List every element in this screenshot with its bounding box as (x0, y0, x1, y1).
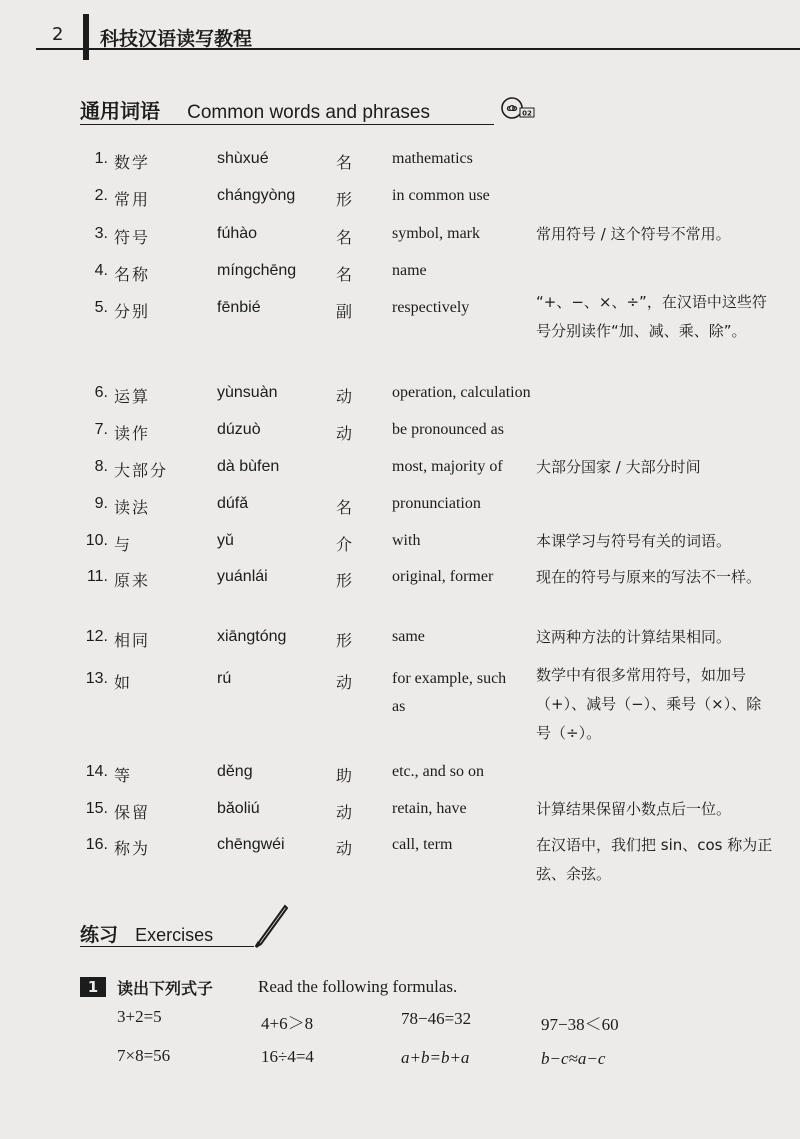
vocab-word: 原来 (114, 571, 151, 590)
vocab-meaning: respectively (392, 299, 470, 316)
vocab-pinyin: chēngwéi (217, 836, 285, 853)
vocab-part-of-speech: 动 (336, 387, 353, 406)
vocab-example: 这两种方法的计算结果相同。 (536, 628, 732, 646)
vocab-word: 名称 (114, 265, 151, 284)
question-number-badge: 1 (80, 977, 106, 997)
vocab-word: 相同 (114, 631, 151, 650)
exercises-title-en: Exercises (135, 925, 214, 945)
vocab-number: 8. (94, 458, 108, 475)
vocab-pinyin: rú (217, 670, 232, 687)
vocab-word: 等 (114, 766, 133, 785)
vocab-pinyin: bǎoliú (217, 800, 260, 817)
vocab-pinyin: fúhào (217, 225, 258, 242)
vocab-example: 本课学习与符号有关的词语。 (536, 532, 732, 550)
header-divider-bar (83, 14, 89, 60)
vocab-example: “+、−、×、÷”，在汉语中这些符号分别读作“加、减、乘、除”。 (536, 293, 767, 340)
section-title-cn: 通用词语 (80, 99, 160, 123)
vocab-number: 12. (85, 628, 108, 645)
vocab-part-of-speech: 形 (336, 190, 353, 209)
vocab-example: 计算结果保留小数点后一位。 (536, 800, 732, 818)
vocab-pinyin: yǔ (217, 532, 234, 549)
vocab-pinyin: míngchēng (217, 262, 297, 279)
exercises-rule (80, 946, 254, 947)
vocab-number: 7. (94, 421, 108, 438)
vocab-number: 13. (85, 670, 108, 687)
vocab-part-of-speech: 动 (336, 673, 353, 692)
section-title-en: Common words and phrases (187, 102, 430, 123)
pencil-icon (252, 904, 288, 948)
vocab-pinyin: chángyòng (217, 187, 296, 204)
vocab-number: 1. (94, 150, 108, 167)
vocab-pinyin: děng (217, 763, 253, 780)
vocab-meaning: most, majority of (392, 458, 503, 475)
vocab-pinyin: dà bùfen (217, 458, 280, 475)
vocab-word: 读作 (114, 424, 151, 443)
track-label: 02 (522, 109, 532, 118)
vocab-part-of-speech: 动 (336, 803, 353, 822)
vocab-number: 2. (94, 187, 108, 204)
vocab-pinyin: fēnbié (217, 299, 261, 316)
vocab-meaning: be pronounced as (392, 421, 504, 438)
vocab-number: 11. (86, 568, 108, 585)
page-number: 2 (52, 24, 64, 45)
vocab-part-of-speech: 副 (336, 302, 353, 321)
formula: 78−46=32 (401, 1009, 472, 1028)
vocab-word: 称为 (114, 839, 151, 858)
vocab-meaning: original, former (392, 568, 494, 585)
vocab-pinyin: dúzuò (217, 421, 261, 438)
vocab-part-of-speech: 助 (336, 766, 353, 785)
vocab-word: 读法 (114, 498, 151, 517)
vocab-meaning: with (392, 532, 421, 549)
vocab-pinyin: dúfǎ (217, 495, 249, 512)
vocab-number: 14. (85, 763, 108, 780)
formula: 7×8=56 (117, 1046, 171, 1065)
vocab-word: 分别 (114, 302, 151, 321)
vocab-word: 符号 (114, 228, 151, 247)
vocab-part-of-speech: 名 (336, 498, 353, 517)
vocab-meaning: mathematics (392, 150, 473, 167)
vocab-part-of-speech: 名 (336, 153, 353, 172)
vocab-part-of-speech: 名 (336, 265, 353, 284)
vocab-meaning: in common use (392, 187, 490, 204)
vocab-part-of-speech: 名 (336, 228, 353, 247)
vocab-meaning: call, term (392, 836, 453, 853)
vocab-meaning: for example, such as (392, 670, 507, 715)
question-prompt-en: Read the following formulas. (258, 977, 458, 996)
exercises-heading (80, 920, 213, 947)
vocab-part-of-speech: 动 (336, 839, 353, 858)
vocab-meaning: retain, have (392, 800, 467, 817)
vocab-number: 9. (94, 495, 108, 512)
cd-label: CD (506, 105, 518, 113)
vocab-meaning: same (392, 628, 425, 645)
question-prompt-cn: 读出下列式子 (117, 979, 214, 998)
formula: 3+2=5 (117, 1007, 162, 1026)
vocab-example: 大部分国家 / 大部分时间 (536, 458, 701, 476)
vocab-pinyin: shùxué (217, 150, 269, 167)
formula: 4+6＞8 (261, 1014, 314, 1033)
section-rule (80, 124, 494, 125)
vocab-meaning: name (392, 262, 427, 279)
header-rule (36, 48, 800, 50)
vocab-number: 4. (94, 262, 108, 279)
formula: 97−38＜60 (541, 1015, 619, 1034)
vocab-number: 6. (94, 384, 108, 401)
vocab-number: 16. (85, 836, 108, 853)
book-title: 科技汉语读写教程 (100, 28, 253, 50)
vocab-number: 3. (94, 225, 108, 242)
vocab-word: 大部分 (114, 461, 169, 480)
vocab-part-of-speech: 动 (336, 424, 353, 443)
vocab-pinyin: yuánlái (217, 568, 268, 585)
vocab-word: 如 (114, 673, 133, 692)
vocab-part-of-speech: 形 (336, 571, 353, 590)
vocab-word: 常用 (114, 190, 151, 209)
vocab-word: 数学 (114, 153, 151, 172)
vocab-word: 保留 (114, 803, 151, 822)
formula: 16÷4=4 (261, 1047, 314, 1066)
vocab-word: 运算 (114, 387, 151, 406)
cd-audio-icon[interactable] (500, 96, 536, 120)
vocab-number: 5. (94, 299, 108, 316)
vocab-example: 数学中有很多常用符号，如加号（+）、减号（−）、乘号（×）、除号（÷）。 (536, 666, 762, 742)
vocab-meaning: operation, calculation (392, 384, 531, 401)
vocab-number: 15. (85, 800, 108, 817)
page-header (0, 0, 800, 60)
vocab-pinyin: xiāngtóng (217, 628, 287, 645)
vocab-meaning: pronunciation (392, 495, 481, 512)
formula: a+b=b+a (401, 1048, 470, 1067)
vocab-pinyin: yùnsuàn (217, 384, 278, 401)
formula: b−c≈a−c (541, 1049, 606, 1068)
vocab-meaning: etc., and so on (392, 763, 484, 780)
vocab-word: 与 (114, 535, 133, 554)
exercises-title-cn: 练习 (80, 924, 119, 946)
vocab-number: 10. (85, 532, 108, 549)
vocab-example: 现在的符号与原来的写法不一样。 (536, 568, 762, 586)
vocab-part-of-speech: 形 (336, 631, 353, 650)
vocab-example: 在汉语中，我们把 sin、cos 称为正弦、余弦。 (536, 836, 773, 883)
vocab-part-of-speech: 介 (336, 535, 353, 554)
vocab-meaning: symbol, mark (392, 225, 480, 242)
section-heading (80, 95, 430, 124)
vocab-example: 常用符号 / 这个符号不常用。 (536, 225, 731, 243)
